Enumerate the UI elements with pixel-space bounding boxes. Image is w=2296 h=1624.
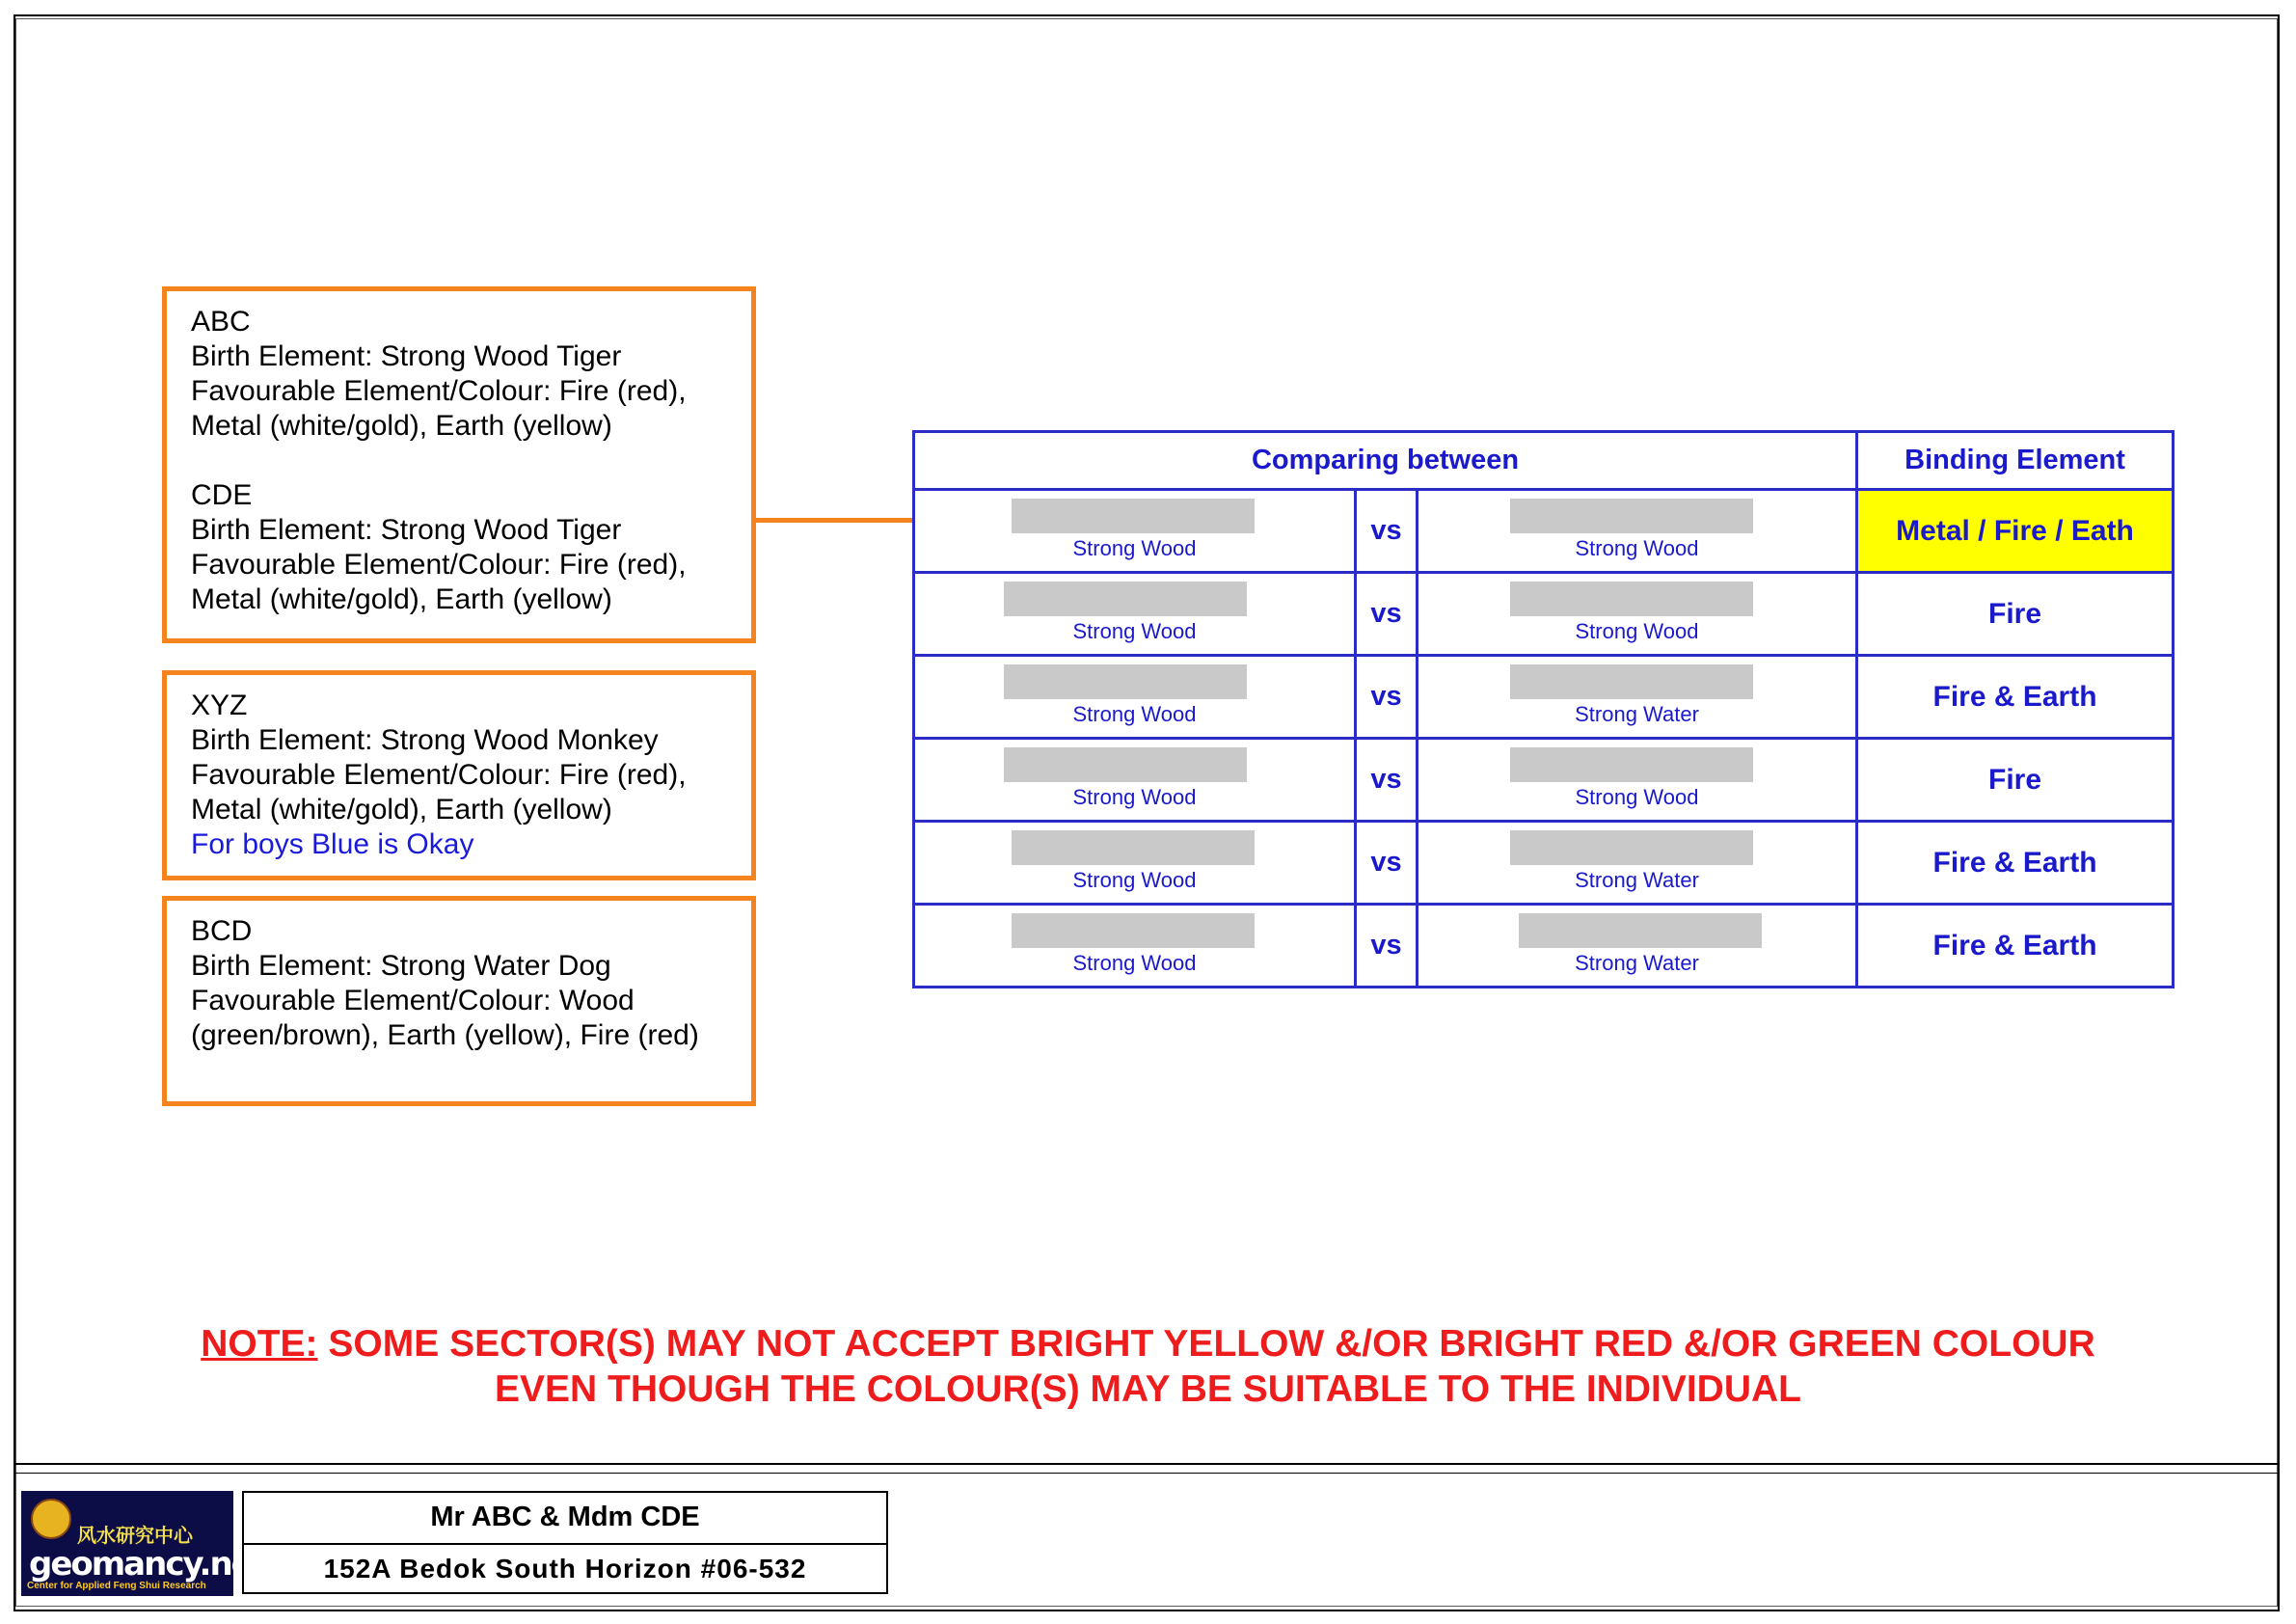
note-line-1 bbox=[0, 1323, 2296, 1366]
left-person-cell bbox=[914, 739, 1356, 822]
profile-name: ABC bbox=[191, 306, 251, 338]
left-element: Strong Wood bbox=[1072, 785, 1197, 809]
redacted-name bbox=[1004, 664, 1247, 699]
left-element: Strong Wood bbox=[1072, 868, 1197, 892]
table-row bbox=[914, 490, 2174, 573]
birth-element: Birth Element: Strong Water Dog bbox=[191, 950, 611, 982]
right-element: Strong Wood bbox=[1575, 619, 1699, 643]
footer-divider bbox=[14, 1463, 2280, 1465]
note-text-1: SOME SECTOR(S) MAY NOT ACCEPT BRIGHT YELLOW &/OR BRIGHT RED &/OR GREEN COLOUR bbox=[317, 1323, 2095, 1365]
title-block bbox=[242, 1491, 888, 1594]
profile-box-bcd bbox=[162, 896, 756, 1106]
binding-element: Fire bbox=[1857, 739, 2174, 822]
favourable-element: Favourable Element/Colour: Wood bbox=[191, 985, 635, 1016]
redacted-name bbox=[1510, 582, 1753, 616]
favourable-element-cont: Metal (white/gold), Earth (yellow) bbox=[191, 583, 612, 615]
note-label: NOTE: bbox=[201, 1323, 318, 1365]
yin-yang-icon bbox=[31, 1499, 71, 1539]
geomancy-logo bbox=[21, 1491, 265, 1596]
right-element: Strong Water bbox=[1575, 951, 1699, 975]
logo-site-name: geomancy.net bbox=[29, 1545, 265, 1583]
left-element: Strong Wood bbox=[1072, 536, 1197, 560]
right-element: Strong Wood bbox=[1575, 785, 1699, 809]
header-comparing-between: Comparing between bbox=[914, 432, 1857, 490]
table-row bbox=[914, 573, 2174, 656]
favourable-element-cont: Metal (white/gold), Earth (yellow) bbox=[191, 794, 612, 826]
table-row bbox=[914, 656, 2174, 739]
profile-name: BCD bbox=[191, 915, 253, 947]
vs-label: vs bbox=[1356, 656, 1418, 739]
table-row bbox=[914, 739, 2174, 822]
redacted-name bbox=[1510, 830, 1753, 865]
client-address: 152A Bedok South Horizon #06-532 bbox=[323, 1554, 807, 1583]
favourable-element: Favourable Element/Colour: Fire (red), bbox=[191, 549, 687, 581]
binding-element: Fire bbox=[1857, 573, 2174, 656]
binding-element: Fire & Earth bbox=[1857, 656, 2174, 739]
redacted-name bbox=[1012, 913, 1255, 948]
redacted-name bbox=[1519, 913, 1762, 948]
comparison-table bbox=[912, 430, 2174, 988]
binding-element: Fire & Earth bbox=[1857, 822, 2174, 905]
profile-box-xyz bbox=[162, 670, 756, 880]
footer-divider-thin bbox=[14, 1473, 2280, 1474]
birth-element: Birth Element: Strong Wood Tiger bbox=[191, 340, 622, 372]
connector-line bbox=[756, 518, 915, 523]
redacted-name bbox=[1004, 582, 1247, 616]
right-person-cell bbox=[1418, 905, 1857, 988]
favourable-element: Favourable Element/Colour: Fire (red), bbox=[191, 759, 687, 791]
note-line-2: EVEN THOUGH THE COLOUR(S) MAY BE SUITABLE TO THE INDIVIDUAL bbox=[495, 1368, 1801, 1410]
left-person-cell bbox=[914, 822, 1356, 905]
left-person-cell bbox=[914, 490, 1356, 573]
vs-label: vs bbox=[1356, 739, 1418, 822]
table-row bbox=[914, 905, 2174, 988]
profile-name: XYZ bbox=[191, 690, 248, 721]
header-binding-element: Binding Element bbox=[1857, 432, 2174, 490]
binding-element-highlighted: Metal / Fire / Eath bbox=[1857, 490, 2174, 573]
logo-tagline: Center for Applied Feng Shui Research bbox=[27, 1581, 206, 1591]
profile-note: For boys Blue is Okay bbox=[191, 828, 474, 860]
redacted-name bbox=[1510, 664, 1753, 699]
binding-element: Fire & Earth bbox=[1857, 905, 2174, 988]
right-person-cell bbox=[1418, 573, 1857, 656]
favourable-element-cont: (green/brown), Earth (yellow), Fire (red) bbox=[191, 1019, 699, 1051]
profile-name: CDE bbox=[191, 479, 253, 511]
vs-label: vs bbox=[1356, 573, 1418, 656]
vs-label: vs bbox=[1356, 490, 1418, 573]
table-row bbox=[914, 822, 2174, 905]
right-person-cell bbox=[1418, 739, 1857, 822]
redacted-name bbox=[1012, 499, 1255, 533]
table-header-row bbox=[914, 432, 2174, 490]
profile-box-abc-cde bbox=[162, 286, 756, 643]
left-person-cell bbox=[914, 573, 1356, 656]
favourable-element-cont: Metal (white/gold), Earth (yellow) bbox=[191, 410, 612, 442]
right-person-cell bbox=[1418, 656, 1857, 739]
right-person-cell bbox=[1418, 822, 1857, 905]
redacted-name bbox=[1004, 747, 1247, 782]
birth-element: Birth Element: Strong Wood Monkey bbox=[191, 724, 659, 756]
left-person-cell bbox=[914, 656, 1356, 739]
client-name: Mr ABC & Mdm CDE bbox=[244, 1493, 886, 1545]
right-person-cell bbox=[1418, 490, 1857, 573]
redacted-name bbox=[1012, 830, 1255, 865]
right-element: Strong Water bbox=[1575, 868, 1699, 892]
redacted-name bbox=[1510, 499, 1753, 533]
left-element: Strong Wood bbox=[1072, 702, 1197, 726]
vs-label: vs bbox=[1356, 822, 1418, 905]
right-element: Strong Water bbox=[1575, 702, 1699, 726]
logo-chinese-text: 风水研究中心 bbox=[77, 1524, 193, 1547]
redacted-name bbox=[1510, 747, 1753, 782]
right-element: Strong Wood bbox=[1575, 536, 1699, 560]
left-element: Strong Wood bbox=[1072, 951, 1197, 975]
left-person-cell bbox=[914, 905, 1356, 988]
birth-element: Birth Element: Strong Wood Tiger bbox=[191, 514, 622, 546]
vs-label: vs bbox=[1356, 905, 1418, 988]
left-element: Strong Wood bbox=[1072, 619, 1197, 643]
favourable-element: Favourable Element/Colour: Fire (red), bbox=[191, 375, 687, 407]
